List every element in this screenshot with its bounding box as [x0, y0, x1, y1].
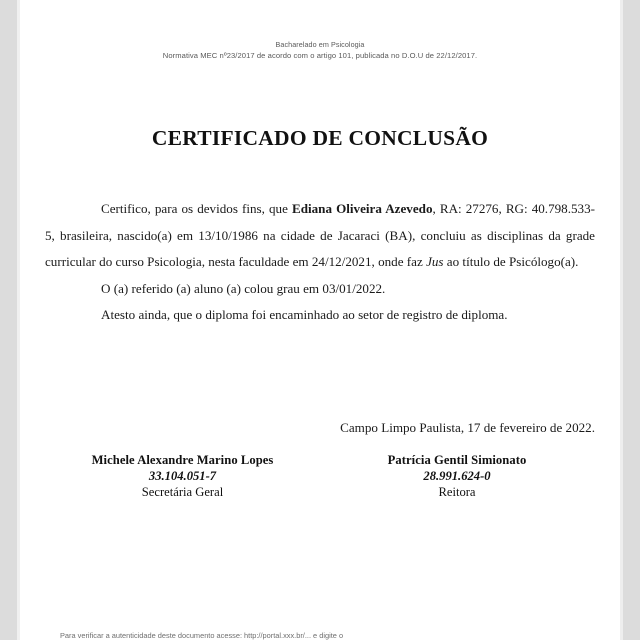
body-paragraph-1-emphasis: Jus — [426, 254, 444, 269]
signature-id-number: 33.104.051-7 — [148, 469, 217, 483]
place-and-date: Campo Limpo Paulista, 17 de fevereiro de 2022. — [340, 420, 595, 435]
header-course-line: Bacharelado em Psicologia — [275, 40, 365, 49]
certificate-body — [45, 196, 595, 329]
signature-block-secretary — [45, 452, 320, 500]
signature-block-rector — [332, 452, 582, 500]
student-name: Ediana Oliveira Azevedo — [291, 201, 433, 216]
signature-area — [45, 452, 595, 500]
body-paragraph-1 — [45, 196, 595, 276]
body-paragraph-1-text-after: ao título de Psicólogo(a). — [443, 254, 579, 269]
signature-role: Secretária Geral — [141, 485, 224, 499]
header-regulation-line: Normativa MEC nº23/2017 de acordo com o artigo 101, publicada no D.O.U de 22/12/2017. — [162, 51, 478, 61]
body-paragraph-3: Atesto ainda, que o diploma foi encaminhado ao setor de registro de diploma. — [101, 307, 508, 322]
document-footer-authenticity-note: Para verificar a autenticidade deste documento acesse: http://portal.xxx.br/... e digite o — [60, 631, 344, 640]
page-title: CERTIFICADO DE CONCLUSÃO — [151, 126, 489, 150]
signature-role: Reitora — [438, 485, 476, 499]
signature-name: Patrícia Gentil Simionato — [387, 453, 527, 467]
certificate-page — [20, 0, 620, 640]
body-paragraph-2: O (a) referido (a) aluno (a) colou grau em 03/01/2022. — [101, 280, 386, 296]
signature-name: Michele Alexandre Marino Lopes — [91, 453, 274, 467]
body-paragraph-1-text-before-name: Certifico, para os devidos fins, que — [101, 201, 292, 216]
document-header — [20, 40, 620, 61]
signature-id-number: 28.991.624-0 — [423, 469, 491, 483]
body-paragraph-1-text-middle: , RA: 27276, RG: 40.798.533-5, brasileira, nascido(a) em 13/10/1986 na cidade de Jacaraci (BA), concluiu as disciplinas da grade curricular do curso Psicologia, nesta faculdade em 24/12/2021, onde faz — [45, 201, 595, 269]
